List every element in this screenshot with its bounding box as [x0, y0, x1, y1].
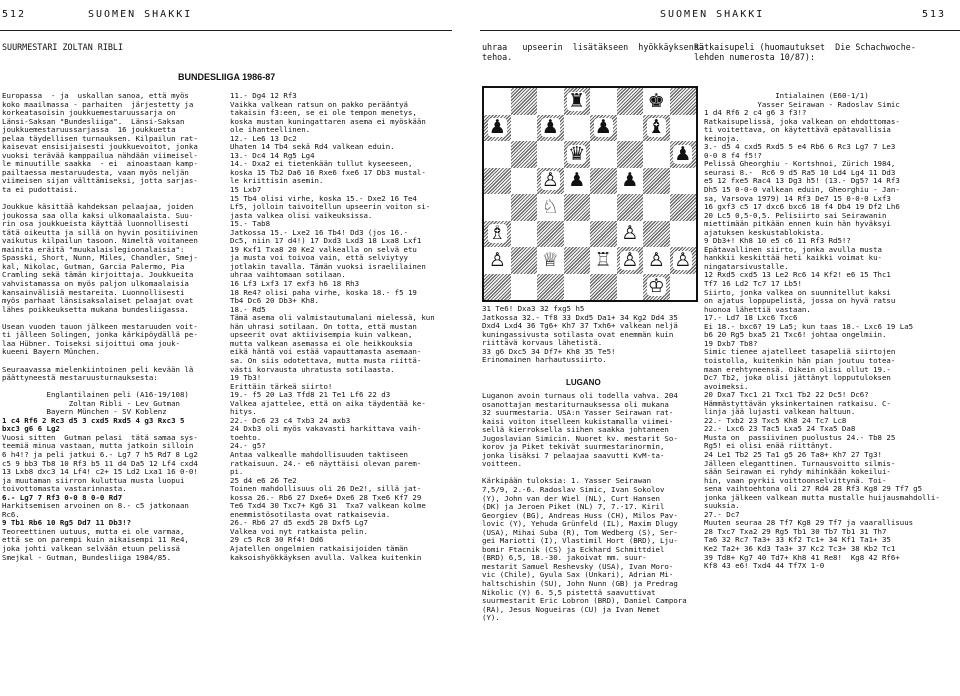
chess-piece: ♜ [568, 89, 586, 112]
board-square [617, 168, 644, 195]
board-square [484, 115, 511, 142]
column-1 [2, 92, 224, 696]
board-square [564, 115, 591, 142]
board-square [484, 141, 511, 168]
board-square [537, 247, 564, 274]
board-square [670, 88, 697, 115]
board-square [643, 221, 670, 248]
chess-piece: ♝ [647, 116, 665, 139]
column-3-lugano: Luganon avoin turnaus oli todella vahva. 204 osanottajan mestariturnauksessa oli mukana 32 suurmestaria. USA:n Yasser Seirawan rat- kaisi voiton itselleen kukistamalla viimei- sellä kierroksella siihen saakka johtaneen Jugoslavian Simicin. Nuoret kv. mestarit So- korov ja Piket tekivät suurmestarinormin, jonka lisäksi 7 pelaajaa saavutti KvM-ta- voitteen. Kärkipään tuloksia: 1. Yasser Seirawan 7,5/9, 2.-6. Radoslav Simic, Ivan Sokolov (Y), John van der Wiel (NL), Curt Hansen (DK) ja Jeroen Piket (NL) 7, 7.-17. Kiril Georgiev (BG), Andreas Huss (CH), Milos Pav- lovic (Y), Yehuda Grünfeld (IL), Maxim Dlugy (USA), Mihai Suba (R), Tom Wedberg (S), Ser- gei Mariotti (I), Vlastimil Hort (BRD), Lju- bomir Ftacnik (CS) ja Eckhard Schmittdiel (BRD) 6,5, 18.-30. jakoivat mm. suur- mestarit Samuel Reshevsky (USA), Ivan Moro- vic (Chile), Gyula Sax (Unkari), Adrian Mi- haltschishin (SU), John Nunn (GB) ja Predrag Nikolic (Y) 6. 5,5 pistettä saavuttivat suurmestarit Eric Lobron (BRD), Daniel Campora (RA), Jesus Nogueiras (CU) ja Ivan Nemet (Y). [482, 392, 687, 623]
column-2: 11.- Dg4 12 Rf3 Vaikka valkean ratsun on pakko perääntyä takaisin f3:een, se ei ole tempon menetys, koska mustan kuningattaren asema ei myöskään ole ihanteellinen. 12.- Le6 13 Dc2 Uhaten 14 Tb4 sekä Rd4 valkean eduin. 13.- Dc4 14 Rg5 Lg4 14.- Dxa2 ei tietenkään tullut kyseeseen, koska 15 Tb2 Da6 16 Rxe6 fxe6 17 Db3 mustal- le kriittisin asemin. 15 Lxb7 15 Tb4 olisi virhe, koska 15.- Dxe2 16 Te4 Lf5, jolloin taivoitellun upseerin voiton si- jasta valkea olisi vaikeuksissa. 15.- Tab8 Jatkossa 15.- Lxe2 16 Tb4! Dd3 (jos 16.- Dc5, niin 17 d4!) 17 Dxd3 Lxd3 18 Lxa8 Lxf1 19 Kxf1 Txa8 20 Ke2 valkealla on selvä etu ja musta voi toivoa vain, että selviytyy jotlakin tavalla. Tämän vuoksi israelilainen uhraa vaihtomaan sotilaan. 16 Lf3 Lxf3 17 exf3 h6 18 Rh3 18 Re4? olisi paha virhe, koska 18.- f5 19 Tb4 Dc6 20 Db3+ Kh8. 18.- Rd5 Tämä asema oli valmistautumalani mielessä, kun hän uhrasi sotilaan. On totta, että mustan upseerit ovat aktiivisempia kuin valkean, mutta valkean asemassa ei ole heikkouksia eikä häntä voi estää vapauttamasta asemaan- sa. On siis odotettava, mutta musta riittä- västi korvausta uhratusta sotilaasta. 19 Tb3! Erittäin tärkeä siirto! 19.- f5 20 La3 Tfd8 21 Te1 Lf6 22 d3 Valkea ajattelee, että on aika täydentää ke- hitys. 22.- Dc6 23 c4 Txb3 24 axb3 24 Dxb3 oli myös vakavasti harkittava vaih- toehto. 24.- g5? Antaa valkealle mahdollisuuden taktiseen ratkaisuun. 24.- e6 näyttäisi olevan parem- pi. 25 d4 e6 26 Te2 Toinen mahdollisuus oli 26 De2!, sillä jat- kossa 26.- Rb6 27 Dxe6+ Dxe6 28 Txe6 Kf7 29 Te6 Txd4 30 Txc7+ Kg6 31 Txa7 valkean kolme enemmistösotilasta ovat ratkaisevia. 26.- Rb6 27 d5 exd5 28 Dxf5 Lg7 Valkea voi nyt ratkaista pelin. 29 c5 Rc8 30 Rf4! Dd6 Ajatellen ongelmien ratkaisijoiden tämän kaksoishyökkäyksen avulla. Valkea kuitenkin [230, 92, 435, 562]
chess-piece: ♕ [541, 248, 559, 271]
board-square [590, 168, 617, 195]
board-square [537, 115, 564, 142]
board-square [537, 168, 564, 195]
header-rule-right [480, 30, 960, 31]
chess-piece: ♟ [541, 116, 559, 139]
board-square [617, 221, 644, 248]
chess-piece: ♙ [647, 248, 665, 271]
page-number-right: 513 [922, 9, 947, 20]
board-square [564, 141, 591, 168]
board-square [590, 247, 617, 274]
journal-header-right: SUOMEN SHAKKI [660, 9, 765, 20]
board-square [511, 115, 538, 142]
board-square [590, 88, 617, 115]
page-number-left: 512 [2, 9, 27, 20]
board-square [643, 194, 670, 221]
article-title: BUNDESLIIGA 1986-87 [178, 72, 276, 82]
chess-piece: ♔ [647, 275, 665, 298]
chess-piece: ♟ [594, 116, 612, 139]
board-square [484, 274, 511, 301]
chess-piece: ♟ [621, 169, 639, 192]
board-square [590, 141, 617, 168]
col1-comment: Teoreettinen uutuus, mutta ei ole varmaa, että se on parempi kuin aikaisempi 11 Re4, joka johti valkean selvään etuun pelissä Smejkal - Gutman, Bundesliiga 1984/85. [2, 526, 189, 562]
chess-piece: ♟ [674, 142, 692, 165]
board-square [617, 141, 644, 168]
board-square [670, 194, 697, 221]
board-square [511, 88, 538, 115]
board-square [511, 247, 538, 274]
board-square [617, 247, 644, 274]
board-square [670, 168, 697, 195]
board-square [670, 221, 697, 248]
chess-piece: ♗ [488, 222, 506, 245]
board-square [537, 88, 564, 115]
board-square [643, 168, 670, 195]
board-square [643, 141, 670, 168]
board-square [643, 274, 670, 301]
board-square [511, 274, 538, 301]
board-square [537, 194, 564, 221]
journal-header-left: SUOMEN SHAKKI [88, 9, 193, 20]
board-square [537, 221, 564, 248]
board-square [484, 194, 511, 221]
board-square [670, 115, 697, 142]
col1-comment: Vuosi sitten Gutman pelasi tätä samaa sys- teemiä minua vastaan, mutta jatkoin silloin 6 h4!? ja peli jatkui 6.- Lg7 7 h5 Rd7 8 Lg2 c5 9 bb3 Tb8 10 Rf3 b5 11 d4 Da5 12 Lf4 cxd4 13 Lxb8 dxc3 14 Lf4! c2+ 15 Ld2 Lxa1 16 0-0! ja muutaman siirron kuluttua musta luopui toivottomasta vastarinnasta. [2, 432, 198, 494]
board-square [643, 247, 670, 274]
chess-piece: ♙ [621, 222, 639, 245]
board-square [670, 247, 697, 274]
chess-diagram [482, 86, 698, 302]
section-subheader: SUURMESTARI ZOLTAN RIBLI [2, 42, 124, 52]
board-square [590, 115, 617, 142]
board-square [537, 141, 564, 168]
board-square [590, 194, 617, 221]
header-rule-left [0, 30, 452, 31]
board-square [511, 221, 538, 248]
lugano-title: LUGANO [566, 378, 601, 387]
column-3-game-end: 31 Te6! Dxa3 32 fxg5 h5 Jatkossa 32.- Tf8 33 Dxd5 Da1+ 34 Kg2 Dd4 35 Dxd4 Lxd4 36 Tg6+ Kh7 37 Txh6+ valkean neljä kuningassivusta sotilasta ovat enemmän kuin riittävä korvaus lähetistä. 33 g6 Dxc5 34 Df7+ Kh8 35 Te5! Erinomainen harhautussiirto. [482, 305, 678, 365]
board-square [670, 274, 697, 301]
game-moves: 9 Tb1 Rb6 10 Rg5 Dd7 11 Db3!? [2, 518, 132, 528]
board-square [564, 168, 591, 195]
continued-text: uhraa upseerin lisätäkseen hyökkäyksensä tehoa. [482, 42, 704, 62]
game-intro-note: Ratkaisupeli (huomautukset Die Schachwoche- lehden numerosta 10/87): [694, 42, 916, 62]
board-square [484, 168, 511, 195]
board-square [537, 274, 564, 301]
board-square [617, 274, 644, 301]
board-square [511, 194, 538, 221]
chess-piece: ♙ [621, 248, 639, 271]
board-square [564, 221, 591, 248]
game-moves: 1 c4 Rf6 2 Rc3 d5 3 cxd5 Rxd5 4 g3 Rxc3 5 bxc3 g6 6 Lg2 [2, 415, 185, 434]
chess-piece: ♘ [541, 195, 559, 218]
board-square [643, 88, 670, 115]
chess-piece: ♙ [674, 248, 692, 271]
board-square [484, 247, 511, 274]
chess-piece: ♚ [647, 89, 665, 112]
game-moves: 6.- Lg7 7 Rf3 0-0 8 0-0 Rd7 [2, 492, 123, 502]
chess-piece: ♟ [488, 116, 506, 139]
board-square [511, 168, 538, 195]
board-square [564, 274, 591, 301]
board-square [617, 115, 644, 142]
board-square [564, 194, 591, 221]
board-square [643, 115, 670, 142]
column-4: Intialainen (E60-1/1) Yasser Seirawan - Radoslav Simic 1 d4 Rf6 2 c4 g6 3 f3!? Ratkaisupelissä, joka valkean on ehdottomas- ti voitettava, on käytettävä epätavallisia keinoja. 3.- d5 4 cxd5 Rxd5 5 e4 Rb6 6 Rc3 Lg7 7 Le3 0-0 8 f4 f5!? Pelissä Gheorghiu - Kortshnoi, Zürich 1984, seurasi 8.- Rc6 9 d5 Ra5 10 Ld4 Lg4 11 Dd3 e5 12 fxe5 Rac4 13 Dg3 h5! (13.- Dg5? 14 Rf3 Dh5 15 0-0-0 valkean eduin, Gheorghiu - Jan- sa, Varsova 1979) 14 Rf3 De7 15 0-0-0 Lxf3 16 gxf3 c5 17 dxc6 bxc6 18 f4 Db4 19 Df2 Lh6 20 Lc5 0,5-0,5. Pelisiirto sai Seirawanin miettimään pitkään ennen kuin hän hyväksyi ajatuksen keskustablokista. 9 Db3+! Kh8 10 e5 c6 11 Rf3 Rd5!? Epätavallinen siirto, jonka avulla musta hankkii keskittää heti kaikki voimat ku- ningatarsivustalle. 12 Rxd5 cxd5 13 Le2 Rc6 14 Kf2! e6 15 Thc1 Tf7 16 Ld2 Tc7 17 Lb5! Siirto, jonka valkea on suunnitellut kaksi on ajatus loppupelistä, jossa on hyvä ratsu huonoa lähettiä vastaan. 17.- Ld7 18 Lxc6 Txc6 Ei 18.- bxc6? 19 La5; kun taas 18.- Lxc6 19 La5 b6 20 Rg5 bxa5 21 Txc6! johtaa ongelmiin. 19 Dxb7 Tb8? Simic tienee ajatelleet tasapeliä siirtojen toistolla, kuitenkin hän pian joutuu totea- maan erehtyneensä. Oikein olisi ollut 19.- Dc7 Tb2, joka olisi jättänyt lopputuloksen avoimeksi. 20 Dxa7 Txc1 21 Txc1 Tb2 22 Dc5! Dc6? Hämmästyttävän yksinkertainen ratkaisu. C- linja jää lujasti valkean haltuun. 22.- Txb2 23 Txc5 Kh8 24 Tc7 Lc8 22.- Lxc6 23 Tac5 Lxa5 24 Txa5 Da8 Musta on passiivinen puolustus 24.- Tb8 25 Rg5! ei olisi enää riittänyt. 24 Le1 Tb2 25 Ta1 g5 26 Ta8+ Kh7 27 Tg3! Jälleen eleganttinen. Turnausvoitto silmis- sään Seirawan ei ryhdy mihinkään kokeilui- hin, vaan pyrkii voittoonselvittynä. Toi- sena vaihtoehtona oli 27 Rd4 28 Rf3 Kg8 29 Tf7 g5 jonka jälkeen valkean mutta mustalle huijausmahdolli- suuksia. 27.- Dc7 Muuten seuraa 28 Tf7 Kg8 29 Tf7 ja vaarallisuus 28 Txc7 Txa2 29 Rg5 Tb1 30 Tb7 Tb1 31 Th7 Ta6 32 Rc7 Ta3+ 33 Kf2 Tc1+ 34 Kf1 Ta1+ 35 Ke2 Ta2+ 36 Kd3 Ta3+ 37 Kc2 Tc3+ 38 Kb2 Tc1 39 Td8+ Kg7 40 Td7+ Kh8 41 Re8! Kg8 42 Rf6+ Kf8 43 e6! Txd4 44 Tf7X 1-0 [704, 92, 940, 571]
board-square [484, 88, 511, 115]
col1-comment: Harkitsemisen arvoinen on 8.- c5 jatkonaan Rc6. [2, 501, 189, 519]
col1-text: Europassa - ja uskallan sanoa, että myös koko maailmassa - parhaiten järjestetty ja korkeatasoisin joukkuemestaruussarja on Länsi-Saksan "Bundesliiga". Länsi-Saksan joukkuemestaruussarjassa 16 joukkuetta pelaa täydellisen turnauksen. Kilpailun rat- kaisevat ensisijaisesti joukkuevoitot, jonka vuoksi terävää kamppailua nähdään viimeisel- le minuutille saakka - ei ainoastaan kamp- pailtaessa mestaruudesta, vaan myös neljän viimeisen sijan välttämiseksi, jotta sarjas- ta ei pudottaisi. Joukkue käsittää kahdeksan pelaajaa, joiden joukossa saa olla kaksi ulkomaalaista. Suu- rin osa joukkueista käyttää luonnollisesti tätä oikeutta ja sillä on hyvin positiivinen vaikutus kilpailun tasoon. Nimeltä voitaneen mainita eräitä "muukalaislegioonalaisia": Spasski, Short, Nunn, Miles, Chandler, Smej- kal, Nikolac, Gutman, Garcia Palermo, Pia Cramling sekä tämän kirjoittaja. Joukkueita vahvistamassa on myös paljon ulkomaalaisia kansainvälisiä mestareita. Luonnollisesti myös parhaat länsisaksalaiset pelaajat ovat lähes poikkeuksetta mukana bundesliigassa. Usean vuoden tauon jälkeen mestaruuden voit- ti jälleen Solingen, jonka kärkipöydällä pe- laa Hübner. Toiseksi sijoittui oma jouk- kueeni Bayern München. Seuraavassa mielenkiintoinen peli kevään lä päättyneestä mestaruusturnauksesta: Englantilainen peli (A16-19/108) Zoltan Ribli - Lev Gutman Bayern München - SV Koblenz [2, 92, 198, 417]
chess-piece: ♛ [568, 142, 586, 165]
board-square [617, 88, 644, 115]
chess-piece: ♟ [568, 169, 586, 192]
board-square [590, 221, 617, 248]
chess-piece: ♙ [541, 169, 559, 192]
chess-piece: ♙ [488, 248, 506, 271]
board-square [511, 141, 538, 168]
board-square [564, 247, 591, 274]
board-square [617, 194, 644, 221]
board-square [670, 141, 697, 168]
board-square [564, 88, 591, 115]
board-square [590, 274, 617, 301]
board-square [484, 221, 511, 248]
chess-piece: ♖ [594, 248, 612, 271]
